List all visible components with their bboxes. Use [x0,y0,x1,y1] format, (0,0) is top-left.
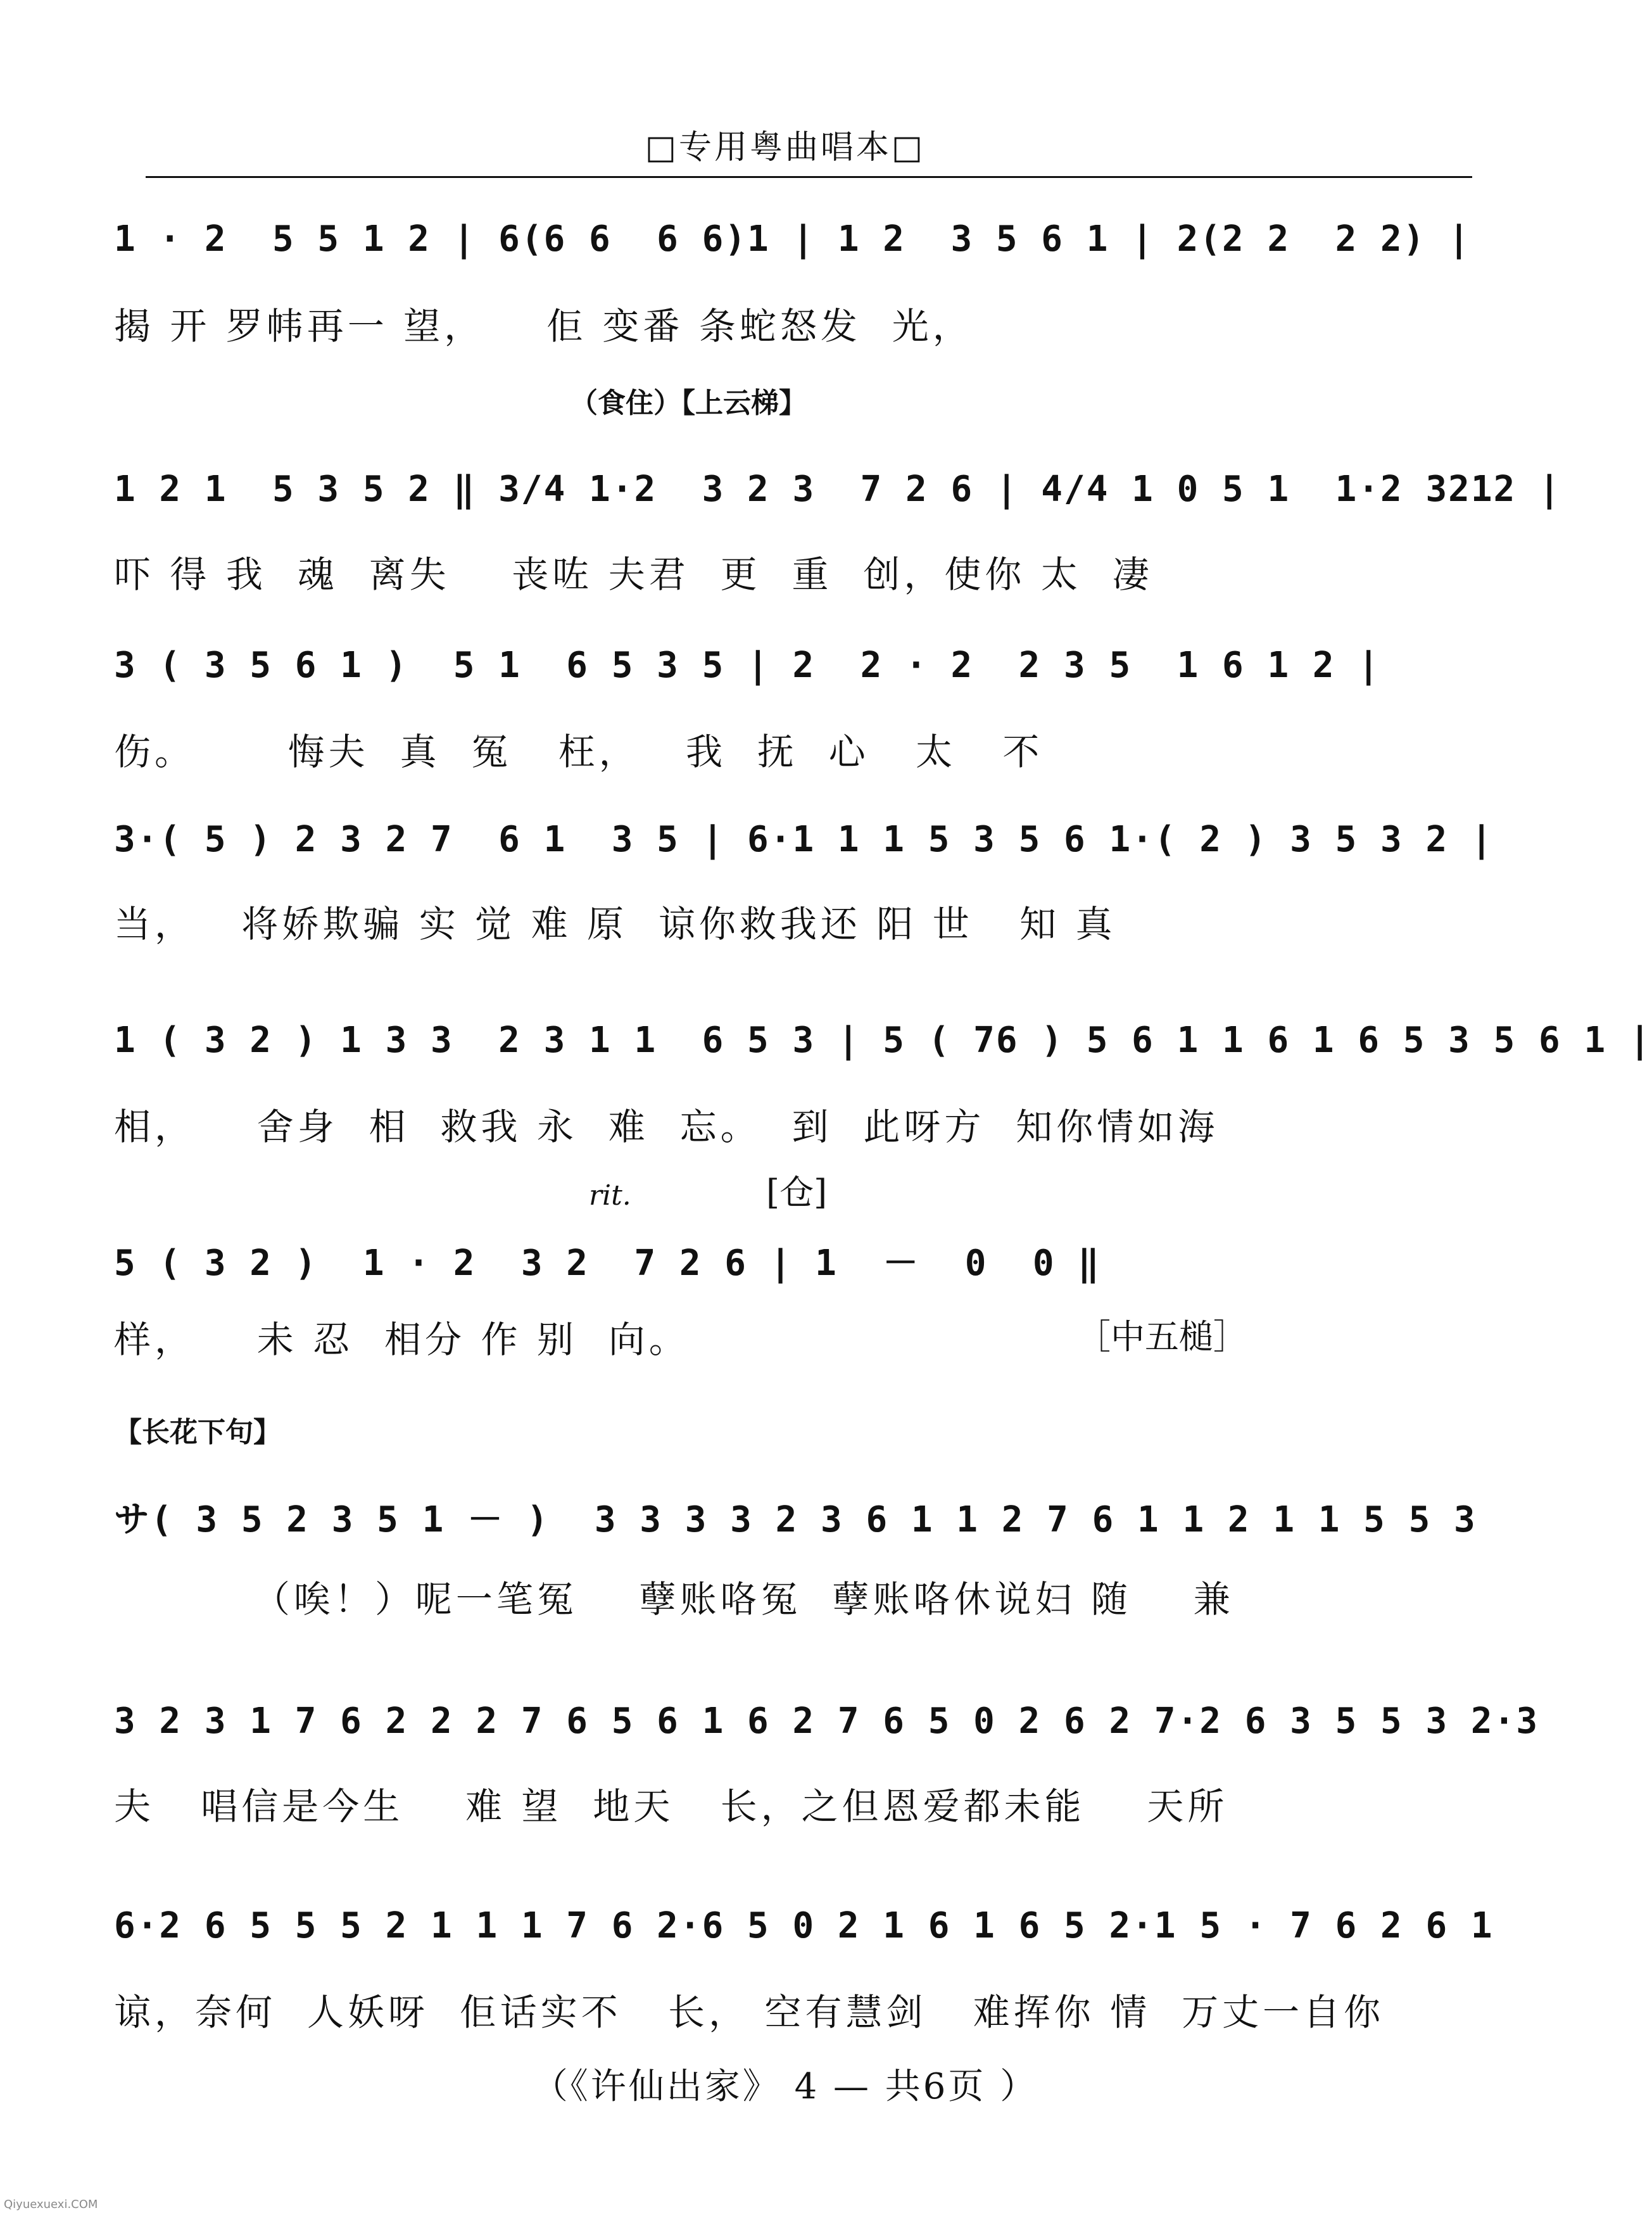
notation-line-1: 1 · 2 5 5 1 2 | 6(6 6 6 6)1 | 1 2 3 5 6 1 | 2(2 2 2 2) | [114,219,1471,260]
percussion-tag: ［中五槌］ [1076,1317,1247,1357]
page-footer: （《许仙出家》 4 — 共6页 ） [532,2066,1038,2107]
section-label-shang-yun-ti: （食住）【上云梯】 [570,387,807,419]
header-rule [146,176,1472,178]
lyrics-line-7: （唉！）呢一笔冤 孽账咯冤 孽账咯休说妇 随 兼 [114,1578,1234,1621]
lyrics-line-1: 揭 开 罗帏再一 望， 佢 变番 条蛇怒发 光， [114,305,973,348]
lyrics-line-6: 样， 未 忍 相分 作 别 向。 [114,1318,690,1361]
notation-line-5: 1 ( 3 2 ) 1 3 3 2 3 1 1 6 5 3 | 5 ( 76 ) 5 6 1 1 6 1 6 5 3 5 6 1 | [114,1020,1652,1061]
notation-line-6: 5 ( 3 2 ) 1 · 2 3 2 7 2 6 | 1 － 0 0 ‖ [114,1243,1101,1284]
notation-line-8: 3 2 3 1 7 6 2 2 2 7 6 5 6 1 6 2 7 6 5 0 2 6 2 7·2 6 3 5 5 3 2·3 [114,1701,1539,1742]
site-watermark: Qiyuexuexi.COM [4,2198,98,2211]
notation-line-4: 3·( 5 ) 2 3 2 7 6 1 3 5 | 6·1 1 1 5 3 5 6 1·( 2 ) 3 5 3 2 | [114,819,1494,860]
percussion-cue: [仓] [766,1172,828,1212]
lyrics-line-8: 夫 唱信是今生 难 望 地天 长，之但恩爱都未能 天所 [114,1785,1228,1828]
section-label-chang-hua: 【长花下句】 [114,1416,281,1449]
lyrics-line-4: 当， 将娇欺骗 实 觉 难 原 谅你救我还 阳 世 知 真 [114,903,1116,946]
notation-line-3: 3 ( 3 5 6 1 ) 5 1 6 5 3 5 | 2 2 · 2 2 3 5 1 6 1 2 | [114,645,1381,686]
lyrics-line-5: 相， 舍身 相 救我 永 难 忘。 到 此呀方 知你情如海 [114,1105,1219,1148]
ritardando-mark: rit. [589,1179,631,1212]
notation-line-2: 1 2 1 5 3 5 2 ‖ 3/4 1·2 3 2 3 7 2 6 | 4/4 1 0 5 1 1·2 3212 | [114,469,1561,510]
lyrics-line-2: 吓 得 我 魂 离失 丧咗 夫君 更 重 创，使你 太 凄 [114,553,1153,596]
notation-line-7: サ( 3 5 2 3 5 1 － ) 3 3 3 3 2 3 6 1 1 2 7 6 1 1 2 1 1 5 5 3 [114,1499,1477,1540]
lyrics-line-9: 谅，奈何 人妖呀 佢话实不 长， 空有慧剑 难挥你 情 万丈一自你 [114,1991,1385,2034]
songbook-header: □专用粤曲唱本□ [645,129,926,167]
lyrics-line-3: 伤。 悔夫 真 冤 枉， 我 抚 心 太 不 [114,730,1044,773]
notation-line-9: 6·2 6 5 5 5 2 1 1 1 7 6 2·6 5 0 2 1 6 1 6 5 2·1 5 · 7 6 2 6 1 [114,1905,1494,1946]
